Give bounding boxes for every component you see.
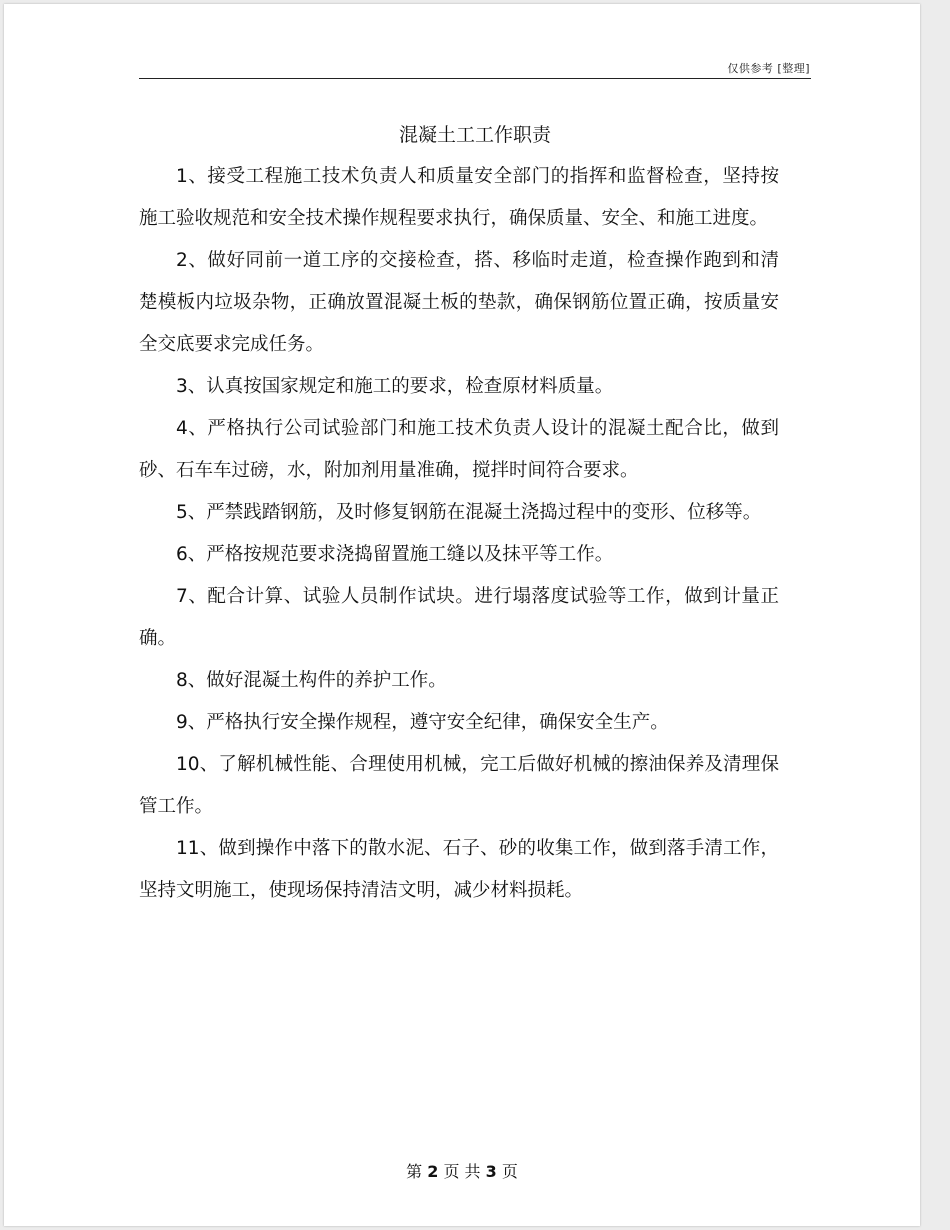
paragraph-4: 4、严格执行公司试验部门和施工技术负责人设计的混凝土配合比，做到砂、石车车过磅，水，附加剂用量准确，搅拌时间符合要求。	[139, 418, 779, 481]
document-title: 混凝土工工作职责	[398, 124, 551, 146]
footer-total-pages: 3	[485, 1162, 497, 1181]
paragraph-2: 2、做好同前一道工序的交接检查，搭、移临时走道，检查操作跑到和清楚模板内垃圾杂物，正确放置混凝土板的垫款，确保钢筋位置正确，按质量安全交底要求完成任务。	[139, 250, 779, 355]
document-body	[139, 156, 779, 912]
footer-prefix: 第	[406, 1162, 428, 1181]
paragraph-7: 7、配合计算、试验人员制作试块。进行塌落度试验等工作，做到计量正确。	[139, 586, 779, 649]
footer-suffix: 页	[496, 1162, 518, 1181]
paragraph-10: 10、了解机械性能、合理使用机械，完工后做好机械的擦油保养及清理保管工作。	[139, 754, 779, 817]
paragraph-3: 3、认真按国家规定和施工的要求，检查原材料质量。	[176, 376, 614, 397]
paragraph-6: 6、严格按规范要求浇捣留置施工缝以及抹平等工作。	[176, 544, 614, 565]
paragraph-1: 1、接受工程施工技术负责人和质量安全部门的指挥和监督检查，坚持按施工验收规范和安全技术操作规程要求执行，确保质量、安全、和施工进度。	[139, 166, 779, 229]
paragraph-5: 5、严禁践踏钢筋，及时修复钢筋在混凝土浇捣过程中的变形、位移等。	[176, 502, 762, 523]
footer-current-page: 2	[427, 1162, 439, 1181]
header-rule	[139, 78, 811, 79]
footer-middle: 页 共	[438, 1162, 486, 1181]
paragraph-11: 11、做到操作中落下的散水泥、石子、砂的收集工作，做到落手清工作，坚持文明施工，使现场保持清洁文明，减少材料损耗。	[139, 838, 779, 901]
paragraph-8: 8、做好混凝土构件的养护工作。	[176, 670, 447, 691]
document-page	[4, 4, 920, 1226]
page-footer	[4, 1159, 920, 1182]
header-note: 仅供参考 [整理]	[727, 62, 810, 75]
paragraph-9: 9、严格执行安全操作规程，遵守安全纪律，确保安全生产。	[176, 712, 669, 733]
